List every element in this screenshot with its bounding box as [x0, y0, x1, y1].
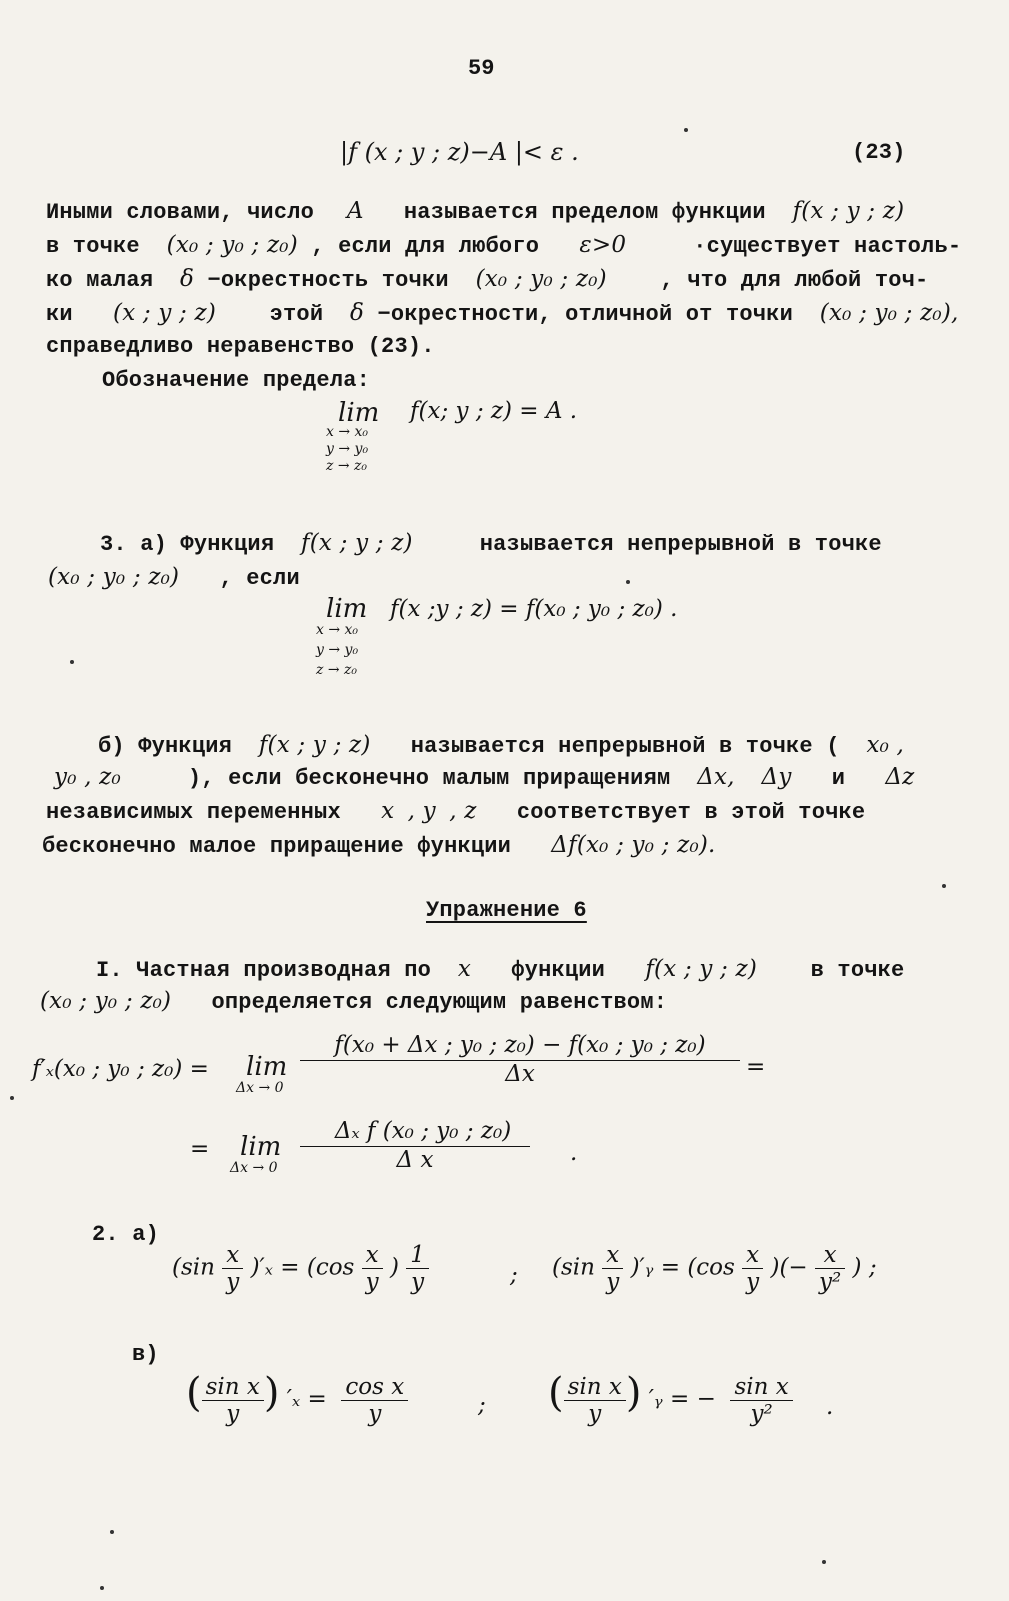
math-expression: (x ; y ; z): [113, 300, 217, 326]
item-3b-line1: [98, 732, 904, 759]
ex1-line1: [96, 956, 904, 983]
para1-text: , если для любого: [311, 234, 540, 259]
math-expression: (x₀ ; y₀ ; z₀): [166, 232, 298, 258]
math-expression: Δz: [885, 764, 915, 790]
fraction-numerator: 1: [410, 1242, 425, 1268]
period: .: [570, 1140, 578, 1166]
scan-speck: [942, 884, 946, 888]
math-expression: (cos: [306, 1254, 355, 1281]
item-text: , если: [219, 566, 300, 591]
math-expression: )′ᵧ =: [630, 1254, 681, 1281]
math-expression: Δy: [761, 764, 792, 790]
item-text: 3. а) Функция: [100, 532, 275, 557]
fraction-numerator: x: [606, 1242, 620, 1268]
para1-text: −окрестности, отличной от точки: [377, 302, 793, 327]
math-expression: , z: [449, 798, 477, 824]
lim-symbol: lim: [246, 1052, 288, 1082]
math-expression: ): [389, 1254, 399, 1281]
fraction-numerator: sin x: [734, 1373, 789, 1400]
left-paren: (: [186, 1370, 202, 1416]
period: .: [826, 1394, 834, 1420]
fraction-denominator: y: [222, 1268, 243, 1295]
item-3b-line2: [54, 764, 915, 791]
fraction: [742, 1242, 763, 1295]
fraction-denominator: y: [602, 1268, 623, 1295]
para1-text: ки: [46, 302, 73, 327]
math-expression: ε>0: [579, 232, 627, 258]
fraction-numerator: cos x: [345, 1373, 405, 1400]
math-expression: ) ;: [852, 1254, 877, 1281]
increment-quotient: [300, 1118, 530, 1173]
fraction: [300, 1032, 740, 1087]
scan-speck: [684, 128, 688, 132]
item-text: называется непрерывной в точке (: [410, 734, 840, 759]
fraction-denominator: y: [202, 1400, 264, 1427]
math-expression: Δf(x₀ ; y₀ ; z₀).: [551, 832, 716, 858]
item-3a-line1: [100, 530, 882, 557]
fraction-denominator: y: [564, 1400, 626, 1427]
fraction-denominator: y: [406, 1268, 429, 1295]
continuity-equation: f(x ;y ; z) = f(x₀ ; y₀ ; z₀) .: [390, 596, 678, 622]
math-expression: f(x ; y ; z): [792, 198, 905, 224]
math-expression: (x₀ ; y₀ ; z₀): [475, 266, 607, 292]
ex2-label-a: 2. а): [92, 1222, 160, 1247]
scan-speck: [110, 1530, 114, 1534]
item-text: соответствует в этой точке: [516, 800, 866, 825]
math-expression: x: [381, 798, 395, 824]
para1-line3: [46, 266, 928, 293]
difference-quotient: [300, 1032, 740, 1087]
partial-derivative-lhs: f′ₓ(x₀ ; y₀ ; z₀) =: [32, 1056, 209, 1082]
fraction: [341, 1374, 408, 1427]
item-text: ), если бесконечно малым приращениям: [187, 766, 671, 791]
math-expression: (sin: [172, 1254, 215, 1281]
para1-line5: справедливо неравенство (23).: [46, 334, 435, 359]
item-text: независимых переменных: [46, 800, 341, 825]
fraction: [406, 1242, 429, 1295]
para1-text: этой: [269, 302, 324, 327]
ex-text: I. Частная производная по: [96, 958, 432, 983]
math-expression: (x₀ ; y₀ ; z₀): [48, 564, 180, 590]
equation-23: |f (x ; y ; z)−A |< ε .: [340, 138, 579, 166]
para1-text: Иными словами, число: [46, 200, 315, 225]
fraction: [202, 1374, 264, 1427]
lim-subscript-y: y → y₀: [316, 642, 359, 658]
math-expression: , y: [407, 798, 436, 824]
para1-text: , что для любой точ-: [660, 268, 929, 293]
item-text: б) Функция: [98, 734, 233, 759]
math-expression: Δx,: [697, 764, 735, 790]
item-text: называется непрерывной в точке: [479, 532, 882, 557]
equation-number: (23): [852, 140, 906, 165]
fraction: [815, 1242, 845, 1295]
lim-subscript: Δx → 0: [230, 1160, 278, 1176]
lim-symbol: lim: [338, 398, 380, 428]
math-expression: f(x ; y ; z): [645, 956, 757, 982]
right-paren: ): [625, 1370, 642, 1416]
fraction-numerator: x: [365, 1242, 379, 1268]
para1-line2: [46, 232, 961, 259]
lim-subscript-x: x → x₀: [326, 424, 369, 440]
lim-symbol: lim: [240, 1132, 282, 1162]
ex1-line2: [40, 988, 667, 1015]
math-symbol: A: [346, 198, 364, 224]
fraction-denominator: Δx: [300, 1060, 740, 1087]
math-expression: y₀ , z₀: [54, 764, 121, 790]
item-3b-line3: [46, 798, 865, 825]
fraction: [602, 1242, 623, 1295]
item-text: бесконечно малое приращение функции: [42, 834, 512, 859]
scan-speck: [70, 660, 74, 664]
fraction: [300, 1118, 530, 1173]
ex2-label-b: в): [132, 1342, 159, 1367]
ex-text: функции: [511, 958, 606, 983]
math-expression: (x₀ ; y₀ ; z₀),: [819, 300, 959, 326]
limit-expression: f(x; y ; z) = A .: [410, 398, 578, 424]
fraction-denominator: y²: [730, 1400, 792, 1427]
lim-subscript-z: z → z₀: [316, 662, 357, 678]
derivative-2b-first: [186, 1370, 408, 1427]
page-number: 59: [468, 56, 495, 81]
para1-text: в точке: [46, 234, 140, 259]
fraction-denominator: y: [362, 1268, 383, 1295]
item-3b-line4: [42, 832, 716, 859]
math-expression: )(−: [770, 1254, 808, 1281]
lim-symbol: lim: [326, 594, 368, 624]
math-expression: )′ₓ =: [250, 1254, 300, 1281]
fraction-numerator: f(x₀ + Δx ; y₀ ; z₀) − f(x₀ ; y₀ ; z₀): [334, 1032, 706, 1058]
ex-text: в точке: [810, 958, 905, 983]
fraction-numerator: x: [823, 1242, 837, 1268]
scan-speck: [10, 1096, 14, 1100]
scan-speck: [626, 580, 630, 584]
para1-line4: [46, 300, 959, 327]
derivative-2a-second: [552, 1242, 877, 1295]
fraction-numerator: x: [226, 1242, 240, 1268]
fraction: [222, 1242, 243, 1295]
lim-subscript-z: z → z₀: [326, 458, 367, 474]
lim-subscript-x: x → x₀: [316, 622, 359, 638]
math-expression: (sin: [552, 1254, 595, 1281]
scan-speck: [822, 1560, 826, 1564]
equals-sign: =: [190, 1136, 210, 1162]
math-symbol: δ: [350, 300, 365, 326]
fraction: [362, 1242, 383, 1295]
para1-text: ·существует настоль-: [693, 234, 962, 259]
derivative-2a-first: [172, 1242, 429, 1295]
separator: ;: [478, 1392, 486, 1418]
fraction-denominator: y: [341, 1400, 408, 1427]
math-expression: ′ₓ =: [286, 1386, 327, 1412]
lim-subscript: Δx → 0: [236, 1080, 284, 1096]
derivative-2b-second: [548, 1370, 793, 1427]
fraction-numerator: sin x: [567, 1373, 622, 1400]
fraction-denominator: Δ x: [300, 1146, 530, 1173]
fraction-numerator: x: [746, 1242, 760, 1268]
item-3a-line2: [48, 564, 300, 591]
fraction-denominator: y: [742, 1268, 763, 1295]
math-expression: f(x ; y ; z): [258, 732, 371, 758]
math-expression: x₀ ,: [866, 732, 905, 758]
math-symbol: x: [457, 956, 472, 982]
right-paren: ): [263, 1370, 280, 1416]
ex-text: определяется следующим равенством:: [211, 990, 668, 1015]
item-text: и: [831, 766, 846, 791]
para1-text: называется пределом функции: [403, 200, 766, 225]
math-symbol: δ: [180, 266, 195, 292]
equals-sign: =: [746, 1054, 766, 1080]
separator: ;: [510, 1262, 518, 1288]
scan-speck: [100, 1586, 104, 1590]
math-expression: f(x ; y ; z): [301, 530, 413, 556]
exercise-title: Упражнение 6: [426, 898, 587, 923]
para1-text: −окрестность точки: [207, 268, 449, 293]
fraction-numerator: sin x: [205, 1373, 260, 1400]
math-expression: ′ᵧ = −: [648, 1386, 716, 1412]
lim-subscript-y: y → y₀: [326, 441, 369, 457]
para1-line1: [46, 198, 904, 225]
fraction-numerator: Δₓ f (x₀ ; y₀ ; z₀): [334, 1118, 512, 1144]
fraction-denominator: y²: [815, 1268, 845, 1295]
fraction: [564, 1374, 626, 1427]
limit-notation-label: Обозначение предела:: [102, 368, 371, 393]
para1-text: ко малая: [46, 268, 154, 293]
math-expression: (x₀ ; y₀ ; z₀): [40, 988, 172, 1014]
fraction: [730, 1374, 792, 1427]
left-paren: (: [548, 1370, 564, 1416]
math-expression: (cos: [687, 1254, 735, 1281]
